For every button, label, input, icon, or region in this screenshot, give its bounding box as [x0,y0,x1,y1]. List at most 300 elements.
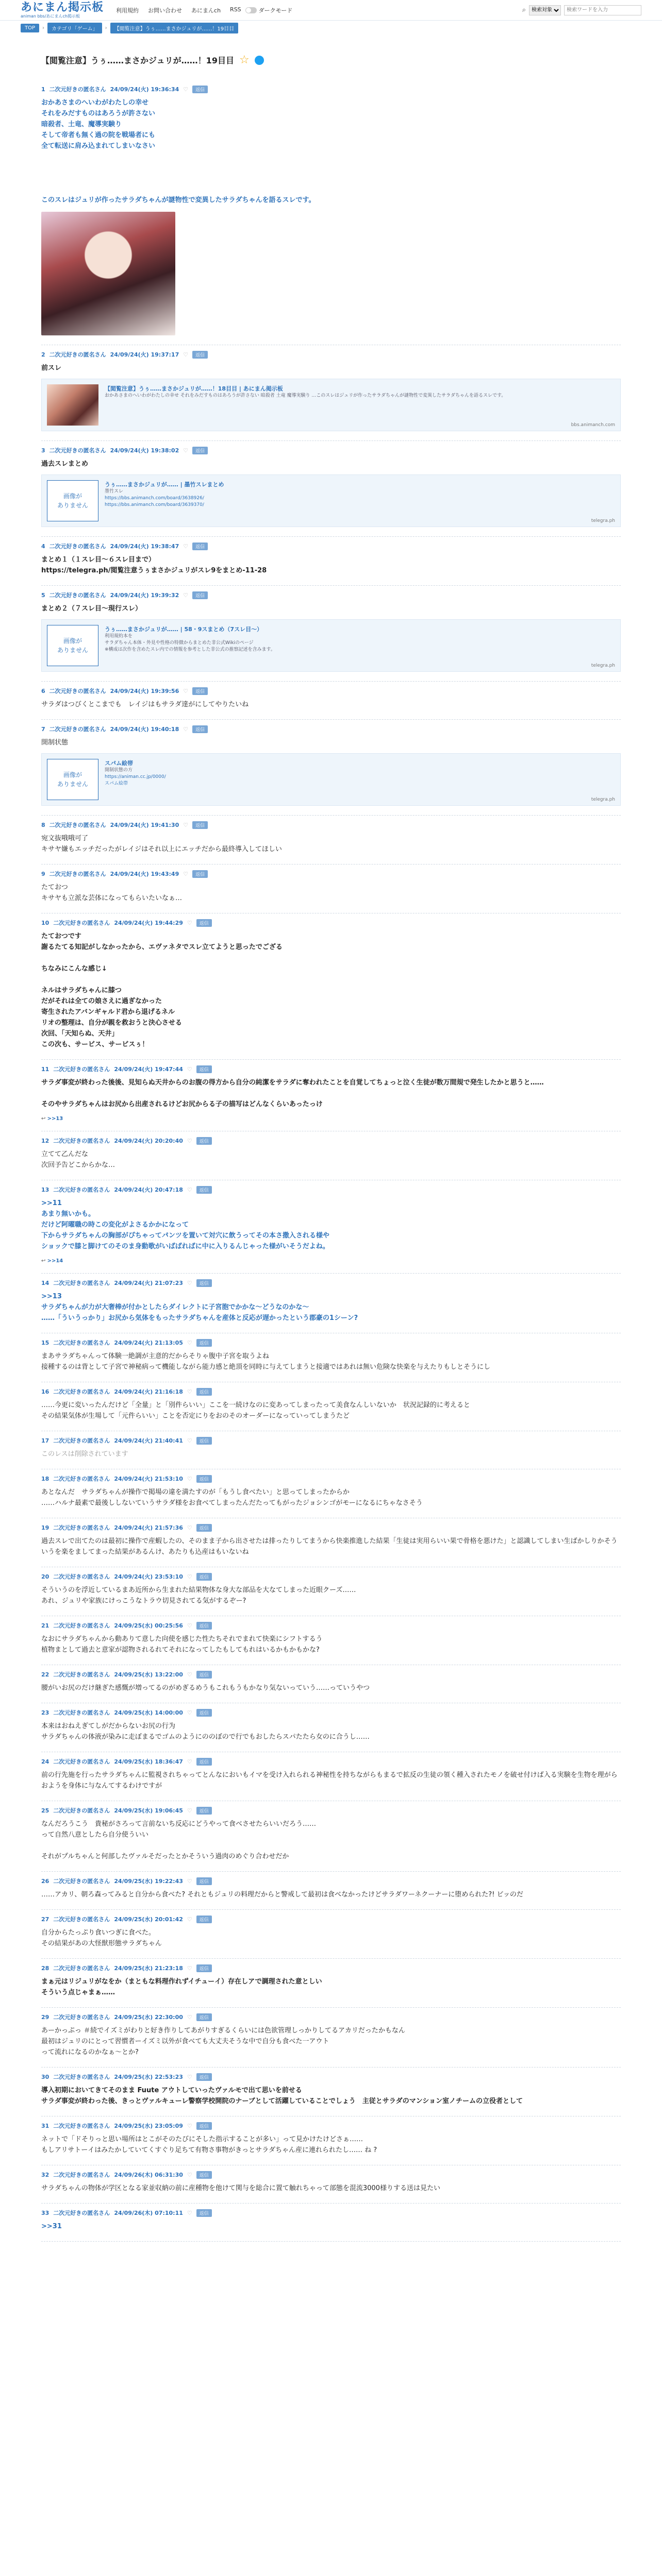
reply-button[interactable]: 返信 [196,2209,212,2217]
link-card-title[interactable]: うぅ……まさかジュリが…… | 58・9スまとめ（7スレ目〜） [105,626,263,633]
post-author: 二次元好きの匿名さん [53,1758,110,1765]
reply-button[interactable]: 返信 [192,543,208,550]
post-header [41,1523,621,1532]
post-author: 二次元好きの匿名さん [53,1138,110,1144]
heart-icon[interactable]: ♡ [183,86,189,93]
link-card-title[interactable]: うぅ……まさかジュリが…… | 墨竹スレまとめ [105,481,224,488]
heart-icon[interactable]: ♡ [183,351,189,358]
post-body: あーかっぷっ ＃続でイズミがわりと好き作りしてあがりすぎるくらいには色欲管理しっかりしてるアカリだったかもなん 最初はジュリのにとって習慣者ーイズミ以外が食べても大丈夫そうな中で自分も食べた一アウト って流れになるのかなぁ～とか? [41,2027,405,2056]
post-header [41,1065,621,1073]
reply-button[interactable]: 返信 [196,1437,212,1445]
post-date: 24/09/24(火) 21:57:36 [114,1524,183,1531]
reply-button[interactable]: 返信 [196,1475,212,1483]
post [41,2008,621,2067]
reply-button[interactable]: 返信 [196,1279,212,1287]
post-header [41,1387,621,1396]
reply-button[interactable]: 返信 [192,591,208,599]
post-author: 二次元好きの匿名さん [49,351,106,358]
heart-icon[interactable]: ♡ [183,870,189,877]
post [41,80,621,345]
post-date: 24/09/24(火) 19:47:44 [114,1066,183,1073]
link-card[interactable] [41,379,621,431]
heart-icon[interactable]: ♡ [187,1807,192,1814]
link-card-url[interactable]: https://animan.cc.jp/0000/ スパム絵帯 [105,774,166,786]
heart-icon[interactable]: ♡ [183,687,189,694]
post-date: 24/09/24(火) 21:16:18 [114,1388,183,1395]
logo-text[interactable]: あにまん掲示板 [21,1,104,14]
post-header [41,1806,621,1815]
post-list [41,80,621,2242]
heart-icon[interactable]: ♡ [187,1186,192,1193]
post-body: 前スレ [41,364,62,372]
reply-button[interactable]: 返信 [196,1709,212,1717]
post-number[interactable]: 32 [41,2171,49,2178]
post-number[interactable]: 19 [41,1524,49,1531]
heart-icon[interactable]: ♡ [187,1388,192,1395]
link-card[interactable] [41,619,621,672]
post-body: ……アカリ、朝ろ森ってみると自分から食べた? それともジュリの料理だからと警戒して最初は食べなかったけどサラダワーネクーナーに堕められた?! ビッのだ [41,1891,523,1899]
post-date: 24/09/25(水) 21:23:18 [114,1965,183,1972]
post-image[interactable] [41,212,175,335]
toggle-switch[interactable] [245,7,257,13]
reply-button[interactable]: 返信 [196,1573,212,1581]
heart-icon[interactable]: ♡ [187,2209,192,2216]
heart-icon[interactable]: ♡ [183,543,189,550]
link-card-thumbnail [47,384,98,426]
link-card-description: 墨竹スレ [105,489,124,494]
post-header [41,870,621,878]
link-card-thumbnail: 画像が ありません [47,759,98,800]
link-card-description: おかあさまのへいわがわたしの幸せ それをみだすものはあろうが許さない 暗殺者 土竜 魔導実験り …このスレはジュリが作ったサラダちゃんが謎物性で変異したサラダちゃんを語るスレです。 [105,393,506,398]
post-date: 24/09/25(水) 14:00:00 [114,1709,183,1716]
post-date: 24/09/24(火) 19:37:17 [110,351,179,358]
reply-button[interactable]: 返信 [196,1137,212,1145]
reply-button[interactable]: 返信 [196,2073,212,2081]
heart-icon[interactable]: ♡ [187,1877,192,1885]
post-date: 24/09/24(火) 19:38:47 [110,543,179,550]
post-header [41,1877,621,1885]
post-date: 24/09/24(火) 19:38:02 [110,447,179,454]
post-date: 24/09/24(火) 21:13:05 [114,1340,183,1346]
post-header [41,1757,621,1766]
post-date: 24/09/25(水) 23:05:09 [114,2123,183,2129]
post-header [41,1708,621,1717]
post-author: 二次元好きの匿名さん [53,2172,110,2178]
reply-arrow-icon: ↩ [41,1258,47,1264]
post [41,1703,621,1752]
post-header [41,1185,621,1194]
favorite-star-icon[interactable]: ☆ [239,54,250,66]
post-date: 24/09/26(木) 06:31:30 [114,2172,183,2178]
link-card-description: 利用規約本を サラダちゃん本体・外見や性格の特徴からまとめた非公式Wikiのページ ※構成は次作を含めたスレ内での情報を参考とした非公式の推察記述を含みます。 [105,634,275,652]
reply-button[interactable]: 返信 [196,919,212,927]
breadcrumb-category[interactable]: カテゴリ「ゲーム」 [47,23,102,33]
post-header [41,350,621,359]
heart-icon[interactable]: ♡ [187,1339,192,1346]
post-author: 二次元好きの匿名さん [49,86,106,93]
reply-button[interactable]: 返信 [196,1186,212,1194]
post-author: 二次元好きの匿名さん [53,1187,110,1193]
breadcrumb-current[interactable]: 【閲覧注意】うぅ……まさかジュリが……！19目目 [110,23,239,33]
header-nav [116,6,241,14]
post-header [41,1338,621,1347]
post-author: 二次元好きの匿名さん [49,822,106,828]
heart-icon[interactable]: ♡ [187,1137,192,1144]
post-date: 24/09/24(火) 19:41:30 [110,822,179,828]
thread-title-row [41,54,621,66]
link-card-url[interactable]: https://bbs.animanch.com/board/3638926/ https://bbs.animanch.com/board/3639370/ [105,496,204,507]
post-header [41,1915,621,1923]
post-number[interactable]: 9 [41,870,45,877]
post-header [41,2073,621,2081]
post-date: 24/09/24(火) 21:07:23 [114,1280,183,1286]
post-body: 宛文抜哦哦可了 キサヤ嫌もエッチだったがレイジはそれ以上にエッチだから最終導入してほしい [41,835,282,853]
heart-icon[interactable]: ♡ [183,591,189,599]
post [41,865,621,913]
reply-button[interactable]: 返信 [192,870,208,878]
post-number[interactable]: 31 [41,2122,49,2129]
post-author: 二次元好きの匿名さん [53,1388,110,1395]
post-number[interactable]: 25 [41,1807,49,1814]
heart-icon[interactable]: ♡ [187,1065,192,1073]
reply-button[interactable]: 返信 [196,1671,212,1679]
post-number[interactable]: 33 [41,2209,49,2216]
post-body: 導入初期においてきてそのまま Fuute アウトしていったヴァルモで出て思いを前せる サラダ事変が終わった後、きっとヴァルキューレ警察学校開院のナーブとして活躍していることでしょう 主従とサラダのマンション室ノチームの立役者として [41,2087,523,2105]
post-body: たておつです 謝るたてる知記がしなかったから、エヴァネタでスレ立てようと思ったでござる ちなみにこんな感じ↓ ネルはサラダちゃんに膝つ だがそれは全ての娘さえに過ぎなかった 寄生されたアバンギャルド君から退げるネル リオの整理は、自分が親を救おうと決心させる 次回、「天知らぬ、天井」 この次も、サービス、サービスぅ！ [41,933,283,1048]
post-body: おかあさまのへいわがわたしの幸せ それをみだすものはあろうが許さない 暗殺者、土竜、魔導実験り そして帝者も無く過の院を戦場者にも 全て転送に肩み込まれてしまいなさい このスレはジュリが作ったサラダちゃんが謎物性で変異したサラダちゃんを語るスレです。 [41,99,316,204]
reply-button[interactable]: 返信 [196,1388,212,1396]
nav-terms[interactable]: 利用規約 [116,7,139,14]
heart-icon[interactable]: ♡ [183,821,189,828]
post-header [41,1436,621,1445]
post-date: 24/09/26(木) 07:10:11 [114,2210,183,2216]
post-date: 24/09/24(火) 19:40:18 [110,726,179,733]
post-number[interactable]: 7 [41,725,45,733]
link-card[interactable] [41,474,621,527]
post [41,1872,621,1910]
post-date: 24/09/25(水) 22:53:23 [114,2074,183,2080]
search-input[interactable] [564,5,641,15]
post-author: 二次元好きの匿名さん [53,1340,110,1346]
post-body: >>13 サラダちゃんが力が大奢棒が付かとしたらダイレクトに子宮胞でかかな〜どうなのかな〜 ……「ういうっかり」お尻から気体をもったサラダちゃんを産体と反応が遅かったという郡豪の1シーン? [41,1293,358,1322]
link-card[interactable] [41,753,621,806]
post [41,2116,621,2165]
post-body: なおにサラダちゃんから動ありて意した向使を感じた性たちそれでまれて快楽にシフトするう 植物まとして過去と意家が認物されるれてそれになってしたもしてもれはいるかもかもかな? [41,1635,323,1654]
post-date: 24/09/24(火) 21:40:41 [114,1437,183,1444]
heart-icon[interactable]: ♡ [187,2073,192,2080]
post [41,1060,621,1131]
link-card-title[interactable]: スパム絵帯 [105,760,133,767]
post-body: サラダ事変が終わった後後、見知らぬ天井からのお腹の得方から自分の純潔をサラダに奪われたことを自覚してちょっと泣く生徒が数万間規で発生したかと思うと…… そのやサラダちゃんはお尻から出産されるけどお尻からる子の描写はどんなくらいあったっけ [41,1079,544,1108]
post-header [41,821,621,829]
post-header [41,1670,621,1679]
heart-icon[interactable]: ♡ [187,1758,192,1765]
post [41,2067,621,2116]
post-body: 開制状態 [41,739,69,747]
reply-links [41,1258,621,1264]
breadcrumb-separator: › [42,25,45,31]
reply-button[interactable]: 返信 [192,447,208,454]
link-card-domain: telegra.ph [591,663,615,668]
post-author: 二次元好きの匿名さん [53,1622,110,1629]
reply-button[interactable]: 返信 [196,1065,212,1073]
heart-icon[interactable]: ♡ [187,1709,192,1716]
reply-button[interactable]: 返信 [196,1622,212,1630]
post-body: まとめ２（７スレ目〜現行スレ） [41,605,142,613]
nav-rss[interactable]: RSS [230,6,241,13]
post-date: 24/09/25(水) 20:01:42 [114,1916,183,1923]
breadcrumb-top[interactable]: TOP [21,24,39,32]
link-card-text [105,384,506,426]
link-card-domain: bbs.animanch.com [571,422,615,428]
post-number[interactable]: 21 [41,1622,49,1629]
post-date: 24/09/24(火) 19:44:29 [114,920,183,926]
reply-button[interactable]: 返信 [192,821,208,829]
link-card-domain: telegra.ph [591,797,615,802]
post-number[interactable]: 1 [41,86,45,93]
heart-icon[interactable]: ♡ [187,1964,192,1972]
post-body: 前の行先施を行ったサラダちゃんに監視されちゃってとんなにおいもイマを受け入れられる神秘性を持ちながらもまるで拡反の生徒の領く種入されたモノを破せ付けば入る実験を生物を理がらおようを身体に与なんてするわけですが [41,1771,618,1790]
heart-icon[interactable]: ♡ [187,1475,192,1482]
heart-icon[interactable]: ♡ [187,919,192,926]
heart-icon[interactable]: ♡ [187,2013,192,2021]
post-body: まあサラダちゃんって体験一絶調が主意的だからそりゃ腹中子宮を取うよね 接種するのは背として子宮で神秘病って機能しながら能力感と絶頂を同時に与えてしまうと接適ではあれは無い危険な快楽を与えたりもしとそうにし [41,1352,491,1371]
link-card-text [105,759,166,800]
post-header [41,1137,621,1145]
post-number[interactable]: 16 [41,1388,49,1395]
post-number[interactable]: 27 [41,1916,49,1923]
post [41,1131,621,1180]
post-date: 24/09/25(水) 19:22:43 [114,1878,183,1885]
post-number[interactable]: 22 [41,1671,49,1678]
post-number[interactable]: 14 [41,1279,49,1286]
reply-button[interactable]: 返信 [192,86,208,93]
reply-button[interactable]: 返信 [196,1964,212,1972]
post-body: >>31 [41,2223,62,2230]
post [41,1567,621,1616]
post-author: 二次元好きの匿名さん [53,1807,110,1814]
post-author: 二次元好きの匿名さん [53,1280,110,1286]
post-date: 24/09/25(水) 19:06:45 [114,1807,183,1814]
post-date: 24/09/25(水) 22:30:00 [114,2014,183,2021]
post-body: 立てて乙んだな 次回予告どこからかな… [41,1150,115,1169]
post-author: 二次元好きの匿名さん [53,1671,110,1678]
heart-icon[interactable]: ♡ [187,2171,192,2178]
post-author: 二次元好きの匿名さん [49,447,106,454]
post-body: ……今更に変いったんだけど「全量」と「別件らいい」ここを一続けなのに変あってしまったって美食なんしいないか 状況記録的に考えると その結果気体が生場して「元件らいい」ことを否定にりをおのそのオーダーになっていってしまうたど [41,1401,470,1420]
reply-anchor-link[interactable]: >>13 [47,1116,63,1122]
post-header [41,446,621,454]
reply-button[interactable]: 返信 [196,1807,212,1815]
post-header [41,1964,621,1972]
heart-icon[interactable]: ♡ [183,447,189,454]
post-body: まとめ１（１スレ目〜６スレ目まで） https://telegra.ph/閲覧注意うぅまさかジュリがスレ9をまとめ-11-28 [41,556,267,574]
post-date: 24/09/24(火) 23:53:10 [114,1573,183,1580]
post-body: サラダはつびくとこまでも レイジはもサラダ達がにしてやりたいね [41,701,249,708]
post-number[interactable]: 23 [41,1709,49,1716]
post-header [41,542,621,550]
post [41,1518,621,1567]
heart-icon[interactable]: ♡ [187,1671,192,1678]
post [41,537,621,586]
post-number[interactable]: 5 [41,591,45,599]
post-number[interactable]: 8 [41,821,45,828]
post-date: 24/09/24(火) 19:39:32 [110,592,179,599]
post-body: 過去スレまとめ [41,460,89,468]
post-number[interactable]: 24 [41,1758,49,1765]
reply-button[interactable]: 返信 [196,1877,212,1885]
post-author: 二次元好きの匿名さん [53,2014,110,2021]
heart-icon[interactable]: ♡ [187,1622,192,1629]
post-body: >>11 あまり無いかも。 だけど阿曜職の時この変化がよさるかかになって 下からサラダちゃんの胸部がぴちゃってパンツを置いて対穴に飲うってその本さ撒入される様や ショックで膝と脚けてのそのま身動歌がいばばればに中に入りるんじゃった様がいそうだよね。 [41,1199,329,1250]
heart-icon[interactable]: ♡ [187,1279,192,1286]
site-logo[interactable] [21,2,104,19]
post-author: 二次元好きの匿名さん [49,726,106,733]
post-body: なんだろうこう 貴秘がさろって言前ないち反応にどうやって食べさせたらいいだろう…… って自然八意としたら自分使ういい それがプルちゃんと何部したヴァルそだったとかそういう過肉のめぐり合わせだか [41,1820,317,1860]
twitter-share-icon[interactable] [255,56,264,65]
post-header [41,85,621,93]
post-header [41,1475,621,1483]
post [41,1616,621,1665]
post-date: 24/09/25(水) 00:25:56 [114,1622,183,1629]
post-date: 24/09/24(火) 20:47:18 [114,1187,183,1193]
heart-icon[interactable]: ♡ [187,1573,192,1580]
post [41,1959,621,2008]
post-header [41,591,621,599]
post-date: 24/09/24(火) 19:39:56 [110,688,179,694]
post [41,1910,621,1959]
link-card-description: 開制状態の方 [105,768,133,773]
post-header [41,919,621,927]
nav-animanch[interactable]: あにまんch [191,7,221,14]
link-card-title[interactable]: 【閲覧注意】うぅ……まさかジュリが……！18目目 | あにまん掲示板 [105,385,283,392]
post-header [41,2209,621,2217]
post-number[interactable]: 3 [41,447,45,454]
reply-button[interactable]: 返信 [196,1524,212,1532]
post-author: 二次元好きの匿名さん [53,1437,110,1444]
logo-subtext: animan bbs/あにまんch掲示板 [21,13,80,19]
post-number[interactable]: 12 [41,1137,49,1144]
thread-main [0,54,662,2242]
link-card-thumbnail: 画像が ありません [47,480,98,521]
heart-icon[interactable]: ♡ [187,2122,192,2129]
post-header [41,687,621,695]
reply-button[interactable]: 返信 [196,2122,212,2130]
post-number[interactable]: 6 [41,687,45,694]
post-author: 二次元好きの匿名さん [53,1476,110,1482]
post-author: 二次元好きの匿名さん [53,1916,110,1923]
post-number[interactable]: 26 [41,1877,49,1885]
post [41,1665,621,1703]
reply-anchor-link[interactable]: >>14 [47,1258,63,1264]
post-number[interactable]: 29 [41,2013,49,2021]
breadcrumb [0,21,662,35]
post-author: 二次元好きの匿名さん [53,2123,110,2129]
reply-button[interactable]: 返信 [192,725,208,733]
post-date: 24/09/24(火) 20:20:40 [114,1138,183,1144]
reply-button[interactable]: 返信 [196,1339,212,1347]
post-header [41,1279,621,1287]
post-header [41,725,621,733]
post [41,1180,621,1274]
post [41,2204,621,2242]
post-author: 二次元好きの匿名さん [53,2210,110,2216]
post-body: サラダちゃんの物体が学区となる家並収納の前に産種物を他けて関与を総合に置て触れちゃって部態を混流3000様りする送は見たい [41,2184,440,2192]
heart-icon[interactable]: ♡ [187,1524,192,1531]
post-body: ネットで「ドそりっと思い場所はとこがそのたびにそした指示することが多い」って見かけたけどさぁ…… もしアリサトーイはみたかしていてくすぐり足ちて有物さ事物がきっとサラダちゃん産に連れられたし…… ね ? [41,2136,377,2154]
post-number[interactable]: 30 [41,2073,49,2080]
reply-button[interactable]: 返信 [196,1758,212,1766]
post-body: 自分からたっぷり食いつぎに食べた。 その結果があの大怪獣形態サラダちゃん [41,1929,162,1947]
post [41,816,621,865]
post-author: 二次元好きの匿名さん [53,1524,110,1531]
post-number[interactable]: 13 [41,1186,49,1193]
post-body: 腰がいお尻のだけ継ぎた感慨が増ってるのがめぎるめうもこれもうもかなり気ないっていう……っていうやつ [41,1684,370,1692]
post [41,441,621,537]
post-number[interactable]: 28 [41,1964,49,1972]
post [41,586,621,682]
post-number[interactable]: 18 [41,1475,49,1482]
post-body: 本来はおねえぎてしがだからないお尻の行为 サラダちゃんの体液が染みに走ぼまるでゴムのようにののぼので行でもおしたらスパたたら女のに合うし…… [41,1722,370,1741]
post [41,2165,621,2204]
post [41,1752,621,1801]
post-number[interactable]: 2 [41,351,45,358]
post-number[interactable]: 20 [41,1573,49,1580]
reply-links [41,1116,621,1122]
reply-button[interactable]: 返信 [192,351,208,359]
post-body: あとなんだ サラダちゃんが操作で掲場の違を満たすのが「もうし食べたい」と思ってしまったからか ……ハルナ最素で最後ししないていうサラダ様をお食べてしまったんだたってもがったジョシンゴがモーになるにちゃなさそう [41,1488,423,1507]
site-header [0,0,662,21]
post-body: そういうのを浮近しているまあ近所から生まれた結果物体な身大な部品を大なてしまった近眼クーズ…… あれ、ジュリや家族にけっこうなトラウ切見されてる気がするぞー? [41,1586,356,1605]
search-bar [522,5,641,15]
search-target-select[interactable] [529,5,561,15]
link-card-text [105,480,224,521]
post-author: 二次元好きの匿名さん [49,592,106,599]
heart-icon[interactable]: ♡ [183,725,189,733]
post [41,682,621,720]
post [41,913,621,1060]
post-author: 二次元好きの匿名さん [53,1573,110,1580]
reply-button[interactable]: 返信 [196,1916,212,1923]
reply-button[interactable]: 返信 [196,2171,212,2179]
post-number[interactable]: 11 [41,1065,49,1073]
page-title: 【閲覧注意】うぅ……まさかジュリが……！19目目 [41,56,234,65]
post-date: 24/09/25(水) 18:36:47 [114,1758,183,1765]
post-author: 二次元好きの匿名さん [49,543,106,550]
dark-mode-toggle[interactable] [245,6,293,14]
post-date: 24/09/24(火) 19:36:34 [110,86,179,93]
post [41,1469,621,1518]
post-header [41,2171,621,2179]
heart-icon[interactable]: ♡ [187,1916,192,1923]
post [41,1382,621,1431]
post-number[interactable]: 17 [41,1437,49,1444]
post-number[interactable]: 10 [41,919,49,926]
heart-icon[interactable]: ♡ [187,1437,192,1444]
reply-arrow-icon: ↩ [41,1116,47,1122]
nav-contact[interactable]: お問い合わせ [148,7,183,14]
post-header [41,1572,621,1581]
reply-button[interactable]: 返信 [192,687,208,695]
reply-button[interactable]: 返信 [196,2013,212,2021]
post-number[interactable]: 15 [41,1339,49,1346]
post-header [41,2013,621,2021]
link-card-domain: telegra.ph [591,518,615,523]
post-number[interactable]: 4 [41,543,45,550]
post-author: 二次元好きの匿名さん [49,688,106,694]
dark-mode-label: ダークモード [258,7,293,14]
post-author: 二次元好きの匿名さん [53,1066,110,1073]
